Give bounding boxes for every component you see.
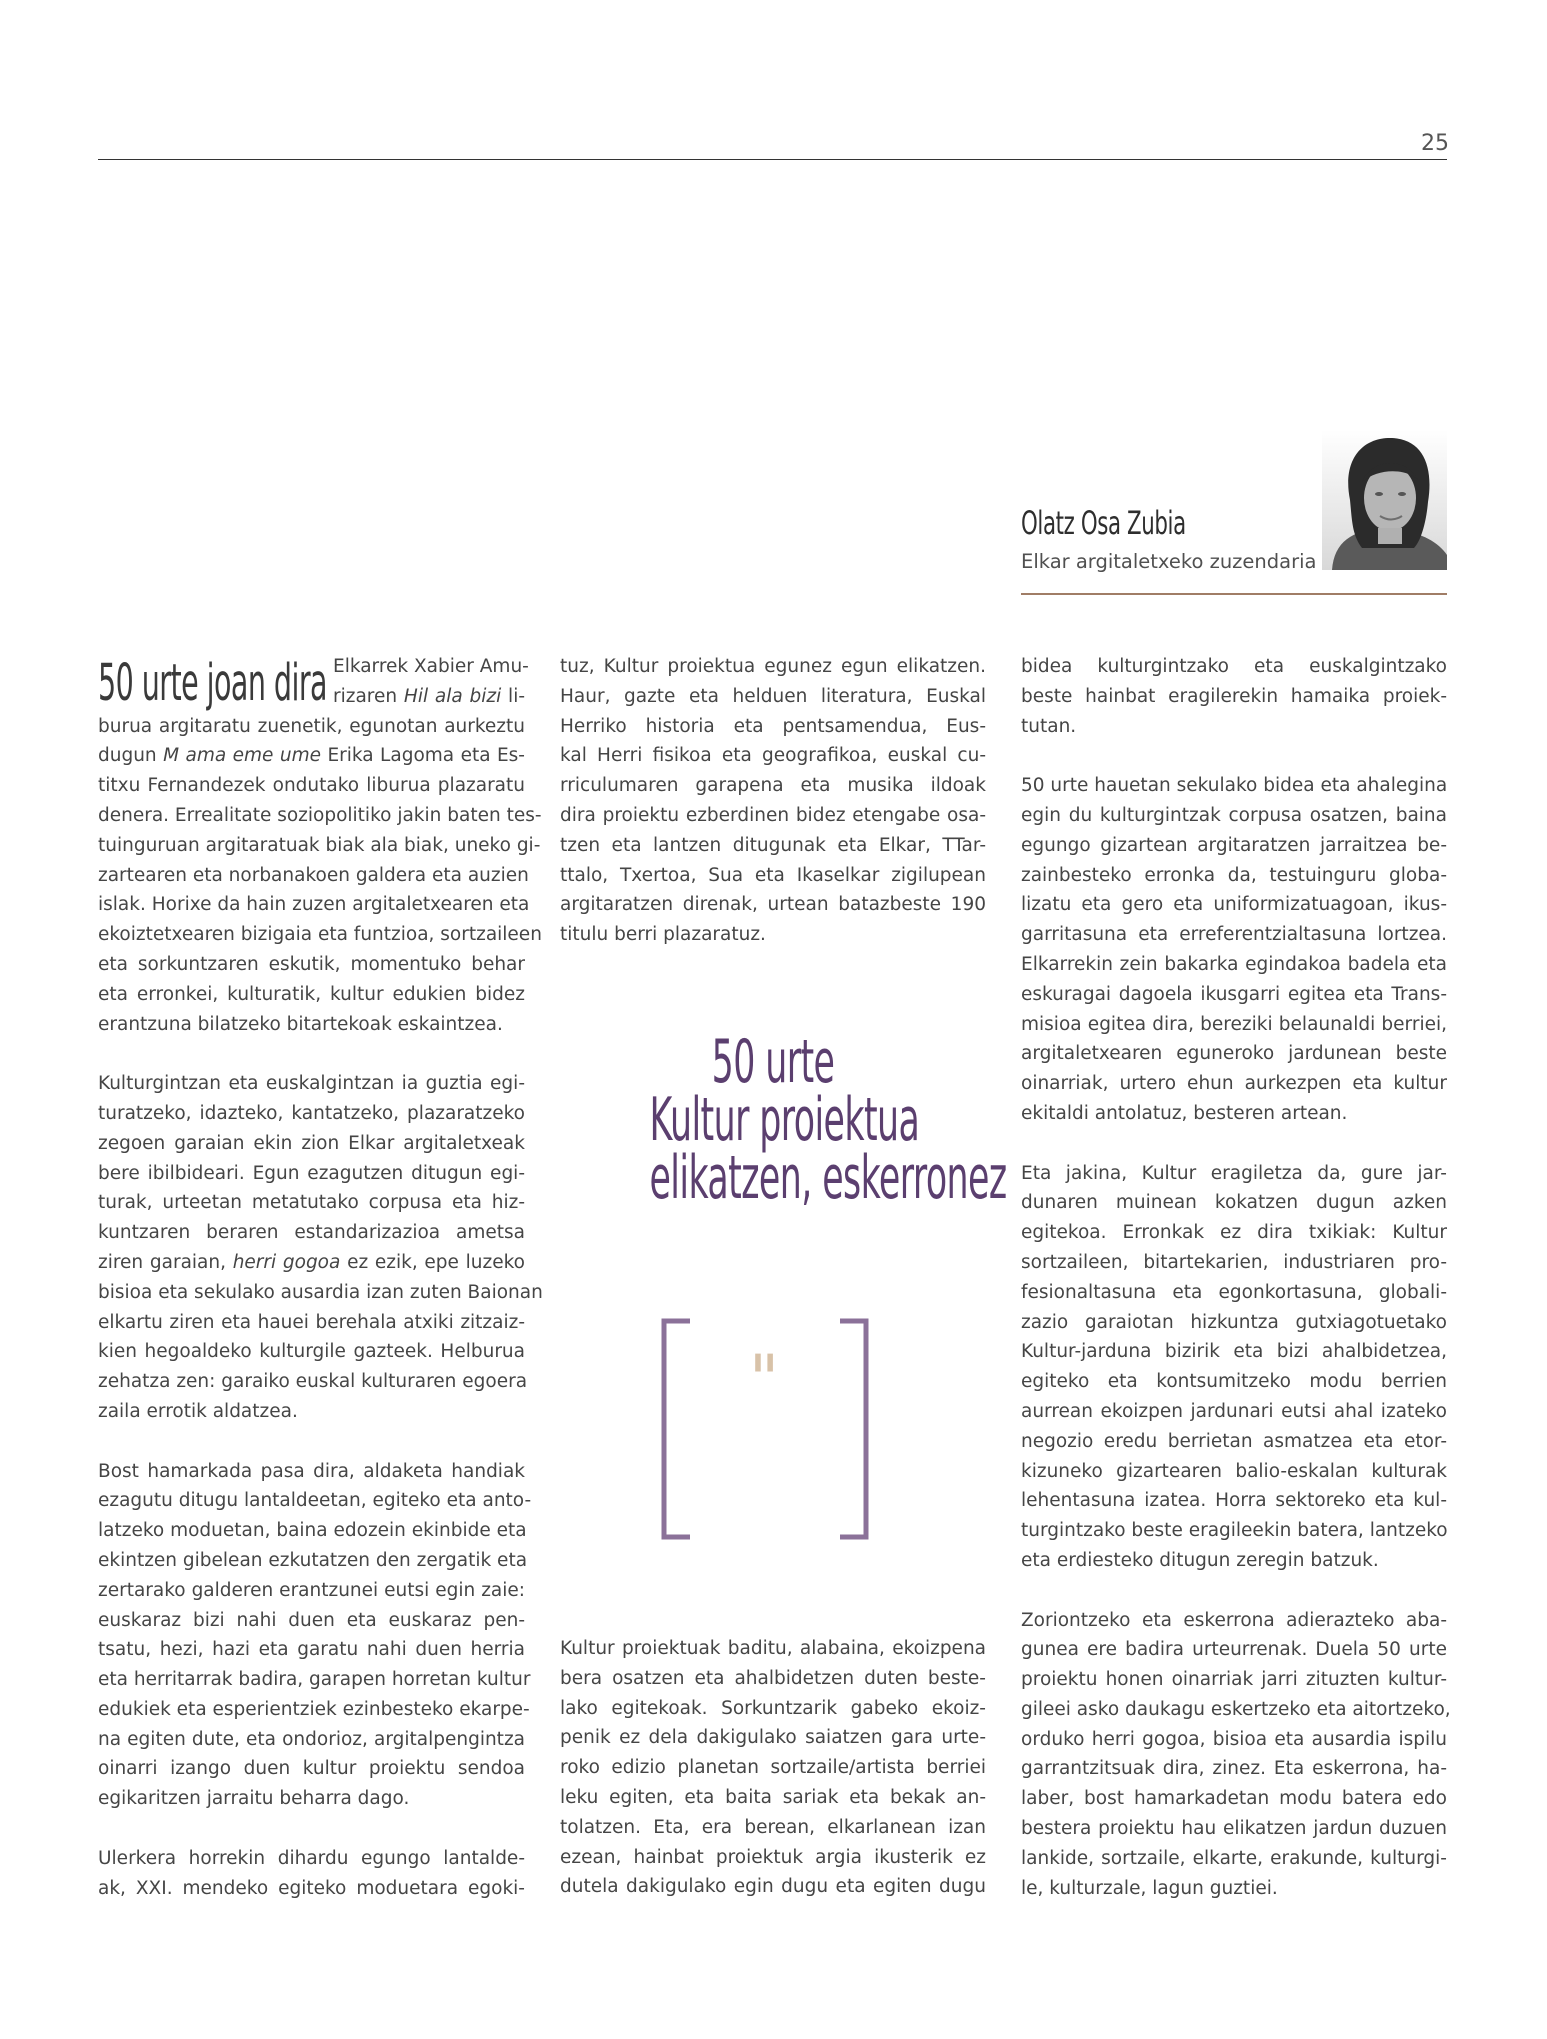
text-span: ekintzen gibelean ezkutatzen den zergatik eta: [98, 1549, 528, 1571]
page-number: 25: [1421, 131, 1449, 156]
text-line: beste hainbat eragilerekin hamaika proiek-: [1021, 685, 1447, 707]
text-span: turak, urteetan metatutako corpusa eta hiz-: [98, 1192, 525, 1214]
text-line: [98, 950, 525, 980]
text-span: zertarako galderen erantzunei eutsi egin zaie:: [98, 1579, 525, 1601]
text-line: argitaletxearen eguneroko jardunean beste: [1021, 1043, 1447, 1065]
text-line: [98, 801, 542, 831]
text-line: [98, 1665, 531, 1695]
text-line: penik ez dela dakigulako saiatzen gara urte-: [560, 1727, 986, 1749]
text-line: [98, 1337, 525, 1367]
text-line: tolatzen. Eta, era berean, elkarlanean izan: [560, 1816, 986, 1838]
text-span: zaila errotik aldatzea.: [98, 1400, 298, 1422]
text-span: Kulturgintzan eta euskalgintzan ia guztia egi-: [98, 1073, 525, 1095]
text-line: zazio garaiotan hizkuntza gutxiagotuetako: [1021, 1311, 1447, 1333]
text-span: egikaritzen jarraitu beharra dago.: [98, 1788, 410, 1810]
text-line: ekitaldi antolatuz, besteren artean.: [1021, 1102, 1348, 1124]
text-line: [98, 1725, 525, 1755]
text-span: ak, XXI. mendeko egiteko moduetara egoki-: [98, 1877, 525, 1899]
text-line: kal Herri fisikoa eta geografikoa, euskal cu-: [560, 745, 986, 767]
italic-title: Hil ala bizi: [403, 685, 502, 707]
text-line: [98, 1367, 528, 1397]
text-line: [98, 1576, 525, 1606]
text-span: li-: [501, 685, 526, 707]
text-span: burua argitaratu zuenetik, egunotan aurkeztu: [98, 715, 525, 737]
pull-quote-line: elikatzen, eskerronez: [649, 1143, 1007, 1213]
text-line: [98, 712, 525, 742]
text-line: [98, 1635, 525, 1665]
article-column-2: [560, 652, 986, 950]
text-line: egiteko eta kontsumitzeko modu berrien: [1021, 1371, 1447, 1393]
text-span: rizaren: [333, 685, 404, 707]
text-line: [98, 920, 542, 950]
text-line: [98, 1784, 525, 1814]
author-name: Olatz Osa Zubia: [1021, 504, 1186, 542]
text-line: proiektu honen oinarriak jarri zituzten kultur-: [1021, 1669, 1447, 1691]
text-span: eta erronkei, kulturatik, kultur edukien bidez: [98, 983, 525, 1005]
quote-brackets: [660, 1318, 870, 1540]
text-span: Ulerkera horrekin dihardu egungo lantalde-: [98, 1847, 525, 1869]
text-line: Zoriontzeko eta eskerrona adierazteko aba-: [1021, 1609, 1447, 1631]
text-line: [98, 831, 541, 861]
text-line: bestera proiektu hau elikatzen jardun duzuen: [1021, 1818, 1447, 1840]
author-rule: [1021, 593, 1447, 595]
text-line: [98, 1069, 525, 1099]
paragraph-gap: [98, 1427, 525, 1457]
text-line: bidea kulturgintzako eta euskalgintzako: [1021, 656, 1447, 677]
text-line: [98, 1844, 525, 1874]
text-line: [98, 1099, 525, 1129]
author-portrait: [1322, 430, 1447, 570]
text-line: [98, 861, 529, 891]
pull-quote: [560, 1027, 1007, 1213]
text-line: eta erdiesteko ditugun zeregin batzuk.: [1021, 1549, 1379, 1571]
text-line: dunaren muinean kokatzen dugun azken: [1021, 1192, 1447, 1214]
paragraph-gap: [1021, 1576, 1447, 1606]
text-line: [98, 890, 530, 920]
text-line: [98, 1754, 525, 1784]
text-line: [98, 1695, 530, 1725]
article-column-1: [98, 652, 543, 1903]
text-span: zegoen garaian ekin zion Elkar argitaletxeak: [98, 1132, 525, 1154]
text-line: tutan.: [1021, 715, 1077, 737]
text-line: dutela dakigulako egin dugu eta egiten dugu: [560, 1876, 986, 1898]
text-line: lizatu eta gero eta uniformizatuagoan, ikus-: [1021, 894, 1447, 916]
text-span: elkartu ziren eta hauei berehala atxiki zitzaiz-: [98, 1311, 525, 1333]
text-line: [98, 1218, 525, 1248]
text-span: turatzeko, idazteko, kantatzeko, plazaratzeko: [98, 1102, 525, 1124]
pull-quote-line: 50 urte: [711, 1027, 835, 1097]
text-line: gunea ere badira urteurrenak. Duela 50 urte: [1021, 1639, 1447, 1661]
text-span: erantzuna bilatzeko bitartekoak eskaintzea.: [98, 1013, 503, 1035]
lead-heading: 50 urte joan dira: [98, 654, 327, 713]
text-line: [98, 1606, 525, 1636]
text-line: zainbesteko erronka da, testuinguru globa-: [1021, 864, 1447, 886]
text-span: Erika Lagoma eta Es-: [321, 745, 525, 767]
text-span: na egiten dute, eta ondorioz, argitalpengintza: [98, 1728, 525, 1750]
text-span: bisioa eta sekulako ausardia izan zuten Baionan: [98, 1281, 543, 1303]
text-line: egitekoa. Erronkak ez dira txikiak: Kultur: [1021, 1222, 1447, 1244]
text-line: Eta jakina, Kultur eragiletza da, gure jar-: [1021, 1162, 1447, 1184]
text-line: [98, 1457, 525, 1487]
text-line: turgintzako beste eragileekin batera, lantzeko: [1021, 1520, 1448, 1542]
text-span: oinarri izango duen kultur proiektu sendoa: [98, 1758, 525, 1780]
text-line: eskuragai dagoela ikusgarri egitea eta Trans-: [1021, 983, 1447, 1005]
text-line: titulu berri plazaratuz.: [560, 924, 766, 946]
text-span: ez ezik, epe luzeko: [340, 1251, 525, 1273]
text-line: garritasuna eta erreferentzialtasuna lortzea.: [1021, 924, 1447, 946]
text-line: argitaratzen direnak, urtean batazbeste 190: [560, 894, 986, 916]
quote-mark-icon: ": [748, 1341, 780, 1418]
italic-title: herri gogoa: [232, 1251, 341, 1273]
top-rule: [98, 159, 1447, 160]
text-span: islak. Horixe da hain zuzen argitaletxearen eta: [98, 894, 530, 916]
text-line: [98, 1010, 525, 1040]
text-line: ezean, hainbat proiektuk argia ikusterik ez: [560, 1846, 986, 1868]
text-span: ekoiztetxearen bizigaia eta funtzioa, sortzaileen: [98, 924, 542, 946]
text-span: eta herritarrak badira, garapen horretan kultur: [98, 1669, 531, 1691]
text-span: latzeko moduetan, baina edozein ekinbide eta: [98, 1520, 527, 1542]
text-line: [98, 1397, 525, 1427]
text-line: Haur, gazte eta helduen literatura, Euskal: [560, 685, 986, 707]
text-line: lehentasuna izatea. Horra sektoreko eta kul-: [1021, 1490, 1447, 1512]
text-span: ezagutu ditugu lantaldeetan, egiteko eta anto-: [98, 1490, 532, 1512]
text-span: titxu Fernandezek ondutako liburua plazaratu: [98, 775, 525, 797]
text-span: tuinguruan argitaratuak biak ala biak, uneko gi-: [98, 834, 541, 856]
text-line: [98, 1308, 525, 1338]
text-line: aurrean ekoizpen jardunari eutsi ahal izateko: [1021, 1400, 1447, 1422]
text-span: kuntzaren beraren estandarizazioa ametsa: [98, 1222, 525, 1244]
text-span: edukiek eta esperientziek ezinbesteko ekarpe-: [98, 1698, 530, 1720]
text-line: [98, 1516, 525, 1546]
text-line: [98, 1129, 525, 1159]
text-line: bera osatzen eta ahalbidetzen duten beste-: [560, 1667, 986, 1689]
text-line: Herriko historia eta pentsamendua, Eus-: [560, 715, 986, 737]
text-span: kien hegoaldeko kulturgile gazteek. Helburua: [98, 1341, 525, 1363]
text-line: le, kulturzale, lagun guztiei.: [1021, 1877, 1278, 1899]
text-span: denera. Errealitate soziopolitiko jakin baten tes-: [98, 804, 542, 826]
text-line: [98, 1188, 525, 1218]
text-span: dugun: [98, 745, 164, 767]
text-line: garrantzitsuak dira, zinez. Eta eskerrona, ha-: [1021, 1758, 1447, 1780]
text-line: [98, 1874, 525, 1904]
text-line: [98, 980, 525, 1010]
text-line: leku egiten, eta baita sariak eta bekak an-: [560, 1786, 986, 1808]
text-line: ttalo, Txertoa, Sua eta Ikaselkar zigilupean: [560, 864, 986, 886]
text-line: [98, 1248, 525, 1278]
text-line: dira proiektu ezberdinen bidez etengabe osa-: [560, 804, 986, 826]
text-line: [98, 771, 525, 801]
text-line: egungo gizartean argitaratzen jarraitzea be-: [1021, 834, 1447, 856]
text-line: misioa egitea dira, bereziki belaunaldi berriei,: [1021, 1013, 1447, 1035]
text-line: [98, 1486, 532, 1516]
text-span: bere ibilbideari. Egun ezagutzen ditugun egi-: [98, 1162, 525, 1184]
text-span: eta sorkuntzaren eskutik, momentuko behar: [98, 953, 525, 975]
text-span: zehatza zen: garaiko euskal kulturaren egoera: [98, 1371, 528, 1393]
text-line: [98, 1546, 528, 1576]
pull-quote-line: Kultur proiektua: [649, 1085, 920, 1155]
text-line: roko edizio planetan sortzaile/artista berriei: [560, 1757, 986, 1779]
text-line: tzen eta lantzen ditugunak eta Elkar, TTar-: [560, 834, 986, 856]
text-line: rriculumaren garapena eta musika ildoak: [560, 775, 986, 797]
text-span: euskaraz bizi nahi duen eta euskaraz pen-: [98, 1609, 525, 1631]
text-line: egin du kulturgintzak corpusa osatzen, baina: [1021, 804, 1447, 826]
text-line: Kultur-jarduna bizirik eta bizi ahalbidetzea,: [1021, 1341, 1447, 1363]
text-line: Elkarrekin zein bakarka egindakoa badela eta: [1021, 953, 1447, 975]
text-line: fesionaltasuna eta egonkortasuna, globali-: [1021, 1281, 1447, 1303]
text-line: orduko herri gogoa, bisioa eta ausardia ispilu: [1021, 1728, 1447, 1750]
text-line: 50 urte hauetan sekulako bidea eta ahalegina: [1021, 775, 1448, 797]
text-line: kizuneko gizartearen balio-eskalan kulturak: [1021, 1460, 1447, 1482]
text-line: [98, 1159, 525, 1189]
text-line: [98, 741, 525, 771]
text-span: tsatu, hezi, hazi eta garatu nahi duen herria: [98, 1639, 525, 1661]
text-line: lako egitekoak. Sorkuntzarik gabeko ekoiz-: [560, 1697, 986, 1719]
paragraph-gap: [98, 1814, 525, 1844]
text-span: ziren garaian,: [98, 1251, 233, 1273]
paragraph-gap: [1021, 1129, 1447, 1159]
text-line: Kultur proiektuak baditu, alabaina, ekoizpena: [560, 1638, 986, 1659]
article-column-3: [1021, 652, 1451, 1903]
paragraph-gap: [1021, 741, 1447, 771]
text-line: lankide, sortzaile, elkarte, erakunde, kulturgi-: [1021, 1847, 1447, 1869]
text-span: Bost hamarkada pasa dira, aldaketa handiak: [98, 1460, 525, 1482]
author-role: Elkar argitaletxeko zuzendaria: [1021, 550, 1317, 573]
paragraph-gap: [98, 1039, 525, 1069]
text-line: tuz, Kultur proiektua egunez egun elikatzen.: [560, 656, 986, 677]
text-line: [98, 1278, 543, 1308]
text-line: oinarriak, urtero ehun aurkezpen eta kultur: [1021, 1073, 1447, 1095]
text-line: laber, bost hamarkadetan modu batera edo: [1021, 1788, 1447, 1810]
text-line: sortzaileen, bitartekarien, industriaren pro-: [1021, 1251, 1447, 1273]
article-column-2-bottom: [560, 1634, 986, 1902]
text-span: Elkarrek Xabier Amu-: [333, 656, 529, 677]
text-line: negozio eredu berrietan asmatzea eta etor-: [1021, 1430, 1447, 1452]
text-line: gileei asko daukagu eskertzeko eta aitortzeko,: [1021, 1698, 1451, 1720]
italic-title: M ama eme ume: [163, 745, 322, 767]
text-span: zartearen eta norbanakoen galdera eta auzien: [98, 864, 529, 886]
